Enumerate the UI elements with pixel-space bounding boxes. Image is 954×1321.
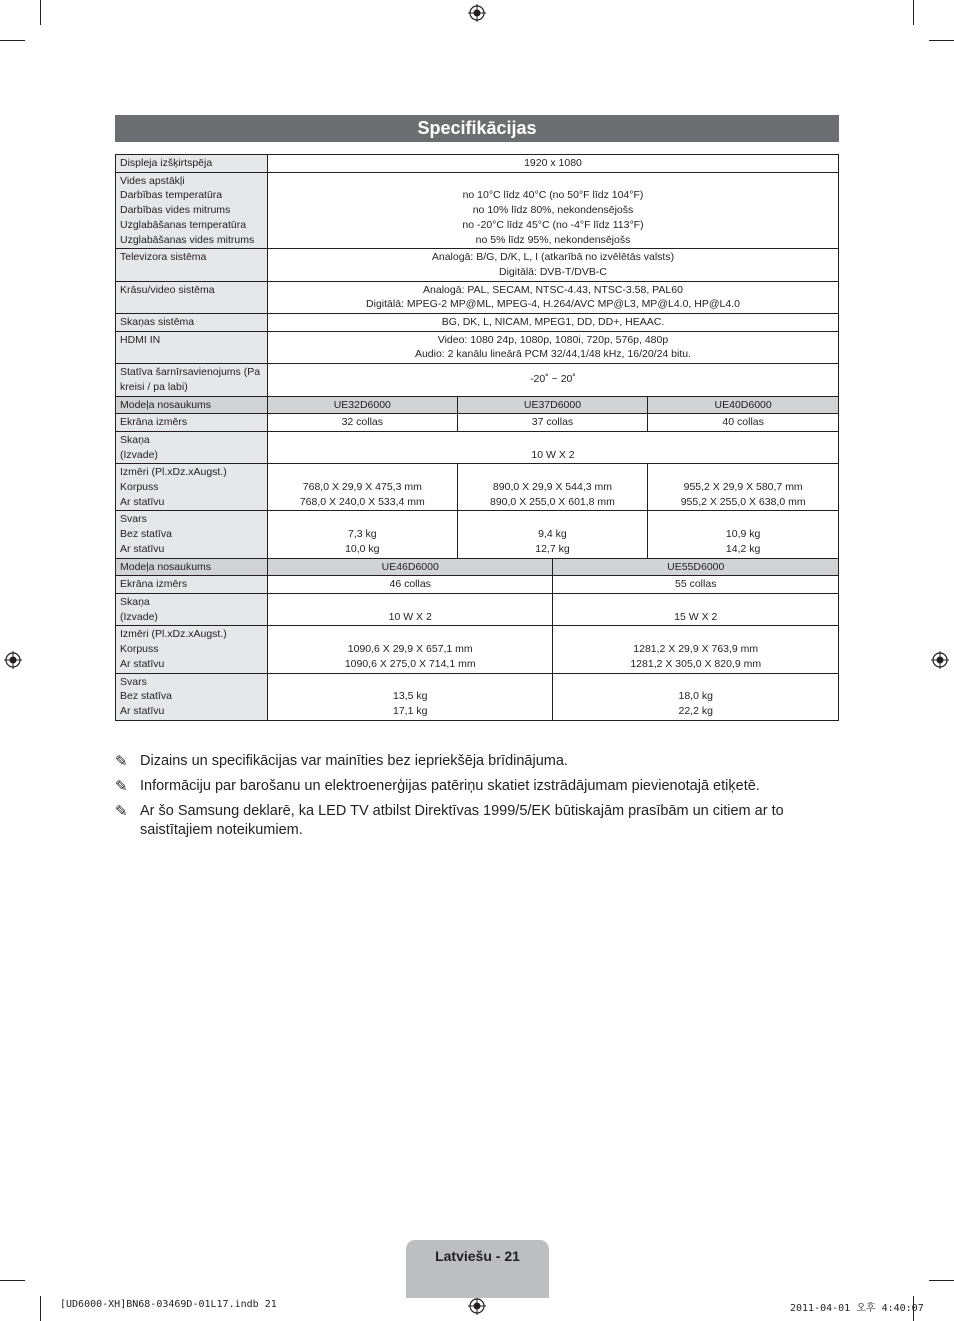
row-label-screen bbox=[116, 576, 268, 594]
row-value-hdmi bbox=[267, 331, 838, 363]
row-label-audio bbox=[116, 593, 268, 625]
note-text: Dizains un specifikācijas var mainīties bez iepriekšēja brīdinājuma. bbox=[140, 753, 568, 769]
row-value-text: Analogā: PAL, SECAM, NTSC-4.43, NTSC-3.58, PAL60 bbox=[423, 283, 683, 296]
row-label-text: (Izvade) bbox=[120, 448, 158, 461]
row-label-display bbox=[116, 155, 268, 173]
row-value-text: 890,0 X 255,0 X 601,8 mm bbox=[490, 495, 615, 508]
row-label-text: Izmēri (Pl.xDz.xAugst.) bbox=[120, 466, 227, 479]
row-value-text: 55 collas bbox=[675, 578, 717, 591]
page-number-tab: Latviešu - 21 bbox=[406, 1240, 549, 1298]
row-label-text: Modeļa nosaukums bbox=[120, 560, 212, 573]
row-value-text: 10 W X 2 bbox=[388, 610, 432, 623]
row-label-text: Korpuss bbox=[120, 481, 159, 494]
row-label-text: Bez statīva bbox=[120, 528, 172, 541]
screen-cell bbox=[553, 576, 839, 594]
row-label-color-system bbox=[116, 281, 268, 313]
screen-cell bbox=[267, 414, 457, 432]
table-row bbox=[116, 281, 839, 313]
row-value-text: 14,2 kg bbox=[725, 542, 761, 555]
table-row bbox=[116, 331, 839, 363]
row-value-text: 1090,6 X 275,0 X 714,1 mm bbox=[344, 657, 476, 670]
row-value-text: 10 W X 2 bbox=[531, 448, 575, 461]
row-label-text: Skaņas sistēma bbox=[120, 316, 195, 329]
table-row-model bbox=[116, 558, 839, 576]
row-value-environment bbox=[267, 172, 838, 249]
model-name: UE32D6000 bbox=[333, 398, 391, 411]
row-value-tv-system bbox=[267, 249, 838, 281]
registration-mark-icon bbox=[931, 651, 949, 669]
row-label-text: Televizora sistēma bbox=[120, 251, 207, 264]
row-value-text: 22,2 kg bbox=[678, 704, 713, 717]
crop-mark bbox=[913, 0, 914, 25]
row-value-text: 18,0 kg bbox=[678, 690, 713, 703]
row-label-text: Izmēri (Pl.xDz.xAugst.) bbox=[120, 628, 227, 641]
row-label-screen bbox=[116, 414, 268, 432]
row-value-text: no -20°C līdz 45°C (no -4°F līdz 113°F) bbox=[462, 218, 644, 231]
note-item bbox=[115, 777, 839, 796]
row-label-audio bbox=[116, 431, 268, 463]
row-value-text: -20˚ ~ 20˚ bbox=[530, 373, 576, 386]
table-row bbox=[116, 155, 839, 173]
row-label-text: Ar statīvu bbox=[120, 495, 165, 508]
table-row bbox=[116, 314, 839, 332]
table-row bbox=[116, 673, 839, 720]
row-label-sound-system bbox=[116, 314, 268, 332]
weight-cell bbox=[553, 673, 839, 720]
pencil-icon: ✎ bbox=[115, 753, 128, 770]
row-value-color-system bbox=[267, 281, 838, 313]
row-label-text: Ar statīvu bbox=[120, 704, 165, 717]
crop-mark bbox=[929, 40, 954, 41]
spec-table bbox=[115, 154, 839, 721]
row-value-text: no 10°C līdz 40°C (no 50°F līdz 104°F) bbox=[462, 189, 644, 202]
screen-cell bbox=[267, 576, 553, 594]
audio-cell bbox=[553, 593, 839, 625]
row-label-weight bbox=[116, 673, 268, 720]
row-value-text: 768,0 X 29,9 X 475,3 mm bbox=[302, 481, 422, 494]
row-label-text: Uzglabāšanas vides mitrums bbox=[120, 233, 255, 246]
dimensions-cell bbox=[648, 464, 839, 511]
table-row bbox=[116, 511, 839, 558]
crop-mark bbox=[0, 1280, 25, 1281]
row-label-text: kreisi / pa labi) bbox=[120, 380, 188, 393]
table-row bbox=[116, 593, 839, 625]
row-label-model bbox=[116, 558, 268, 576]
row-label-text: Displeja izšķirtspēja bbox=[120, 157, 213, 169]
row-value-swivel bbox=[267, 364, 838, 396]
row-label-text: Darbības temperatūra bbox=[120, 189, 223, 202]
crop-mark bbox=[0, 40, 25, 41]
row-label-text: (Izvade) bbox=[120, 610, 158, 623]
row-value-text: 10,0 kg bbox=[345, 542, 380, 555]
row-label-text: Skaņa bbox=[120, 433, 150, 446]
table-row-model bbox=[116, 396, 839, 414]
row-label-weight bbox=[116, 511, 268, 558]
row-label-environment bbox=[116, 172, 268, 249]
row-value-text: 13,5 kg bbox=[392, 690, 428, 703]
weight-cell bbox=[648, 511, 839, 558]
row-label-text: Bez statīva bbox=[120, 690, 172, 703]
row-label-text: Ekrāna izmērs bbox=[120, 578, 188, 591]
row-value-text: BG, DK, L, NICAM, MPEG1, DD, DD+, HEAAC. bbox=[441, 316, 665, 329]
model-cell bbox=[267, 558, 553, 576]
crop-mark bbox=[40, 0, 41, 25]
table-row bbox=[116, 364, 839, 396]
row-value-text: 40 collas bbox=[722, 416, 764, 429]
row-label-text: HDMI IN bbox=[120, 333, 161, 346]
registration-mark-icon bbox=[4, 651, 22, 669]
row-label-text: Statīva šarnīrsavienojums (Pa bbox=[120, 366, 261, 379]
row-value-text: 17,1 kg bbox=[392, 704, 428, 717]
row-label-text: Vides apstākļi bbox=[120, 174, 185, 187]
row-value-text: 12,7 kg bbox=[535, 542, 570, 555]
weight-cell bbox=[457, 511, 648, 558]
row-label-text: Krāsu/video sistēma bbox=[120, 283, 215, 296]
model-cell bbox=[267, 396, 457, 414]
model-name: UE40D6000 bbox=[714, 398, 772, 411]
model-cell bbox=[457, 396, 648, 414]
row-label-text: Darbības vides mitrums bbox=[120, 204, 231, 217]
audio-cell bbox=[267, 431, 838, 463]
row-label-text: Ar statīvu bbox=[120, 542, 165, 555]
row-label-swivel bbox=[116, 364, 268, 396]
table-row bbox=[116, 464, 839, 511]
row-value-text: Analogā: B/G, D/K, L, I (atkarībā no izvēlētās valsts) bbox=[431, 251, 675, 264]
model-cell bbox=[553, 558, 839, 576]
dimensions-cell bbox=[267, 626, 553, 673]
row-label-text: Ar statīvu bbox=[120, 657, 165, 670]
table-row bbox=[116, 249, 839, 281]
table-row bbox=[116, 414, 839, 432]
row-label-text: Modeļa nosaukums bbox=[120, 398, 212, 411]
note-text: Informāciju par barošanu un elektroenerģijas patēriņu skatiet izstrādājumam pievienotajā etiķetē. bbox=[140, 778, 760, 794]
row-label-dimensions bbox=[116, 626, 268, 673]
row-value-text: Digitālā: DVB-T/DVB-C bbox=[499, 265, 607, 278]
row-value-text: no 10% līdz 80%, nekondensējošs bbox=[472, 204, 634, 217]
dimensions-cell bbox=[457, 464, 648, 511]
dimensions-cell bbox=[553, 626, 839, 673]
weight-cell bbox=[267, 511, 457, 558]
row-label-hdmi bbox=[116, 331, 268, 363]
row-label-dimensions bbox=[116, 464, 268, 511]
note-text: Ar šo Samsung deklarē, ka LED TV atbilst Direktīvas 1999/5/EK būtiskajām prasībām un citiem ar to saistītajiem noteikumiem. bbox=[140, 803, 784, 838]
row-value-text: 955,2 X 29,9 X 580,7 mm bbox=[683, 481, 803, 494]
weight-cell bbox=[267, 673, 553, 720]
model-name: UE37D6000 bbox=[523, 398, 582, 411]
page-title: Specifikācijas bbox=[115, 115, 839, 142]
model-name: UE46D6000 bbox=[381, 560, 439, 573]
crop-mark bbox=[929, 1280, 954, 1281]
notes-list bbox=[115, 752, 839, 846]
pencil-icon: ✎ bbox=[115, 803, 128, 820]
audio-cell bbox=[267, 593, 553, 625]
registration-mark-icon bbox=[468, 1297, 486, 1315]
table-row bbox=[116, 576, 839, 594]
row-value-text: 7,3 kg bbox=[348, 528, 377, 541]
row-value-text: 9,4 kg bbox=[538, 528, 567, 541]
row-value-text: 37 collas bbox=[531, 416, 574, 429]
row-label-text: Uzglabāšanas temperatūra bbox=[120, 218, 247, 231]
row-value-text: Video: 1080 24p, 1080p, 1080i, 720p, 576p, 480p bbox=[437, 333, 669, 346]
row-value-text: 1920 x 1080 bbox=[524, 157, 582, 169]
model-cell bbox=[648, 396, 839, 414]
registration-mark-icon bbox=[468, 4, 486, 22]
model-name: UE55D6000 bbox=[667, 560, 725, 573]
row-value-text: 768,0 X 240,0 X 533,4 mm bbox=[299, 495, 425, 508]
table-row bbox=[116, 172, 839, 249]
row-value-sound-system bbox=[267, 314, 838, 332]
row-label-text: Svars bbox=[120, 513, 147, 526]
pencil-icon: ✎ bbox=[115, 778, 128, 795]
row-value-text: 1090,6 X 29,9 X 657,1 mm bbox=[347, 643, 473, 656]
row-value-text: 890,0 X 29,9 X 544,3 mm bbox=[492, 481, 612, 494]
note-item bbox=[115, 752, 839, 771]
row-label-text: Skaņa bbox=[120, 595, 150, 608]
row-value-text: 46 collas bbox=[389, 578, 431, 591]
note-item bbox=[115, 802, 839, 840]
row-value-text: 1281,2 X 29,9 X 763,9 mm bbox=[633, 643, 759, 656]
table-row bbox=[116, 626, 839, 673]
print-info-left: [UD6000-XH]BN68-03469D-01L17.indb 21 bbox=[60, 1299, 277, 1310]
print-info-right: 2011-04-01 오후 4:40:07 bbox=[790, 1303, 924, 1314]
row-value-text: no 5% līdz 95%, nekondensējošs bbox=[475, 233, 631, 246]
row-value-text: 10,9 kg bbox=[725, 528, 761, 541]
screen-cell bbox=[457, 414, 648, 432]
row-label-text: Korpuss bbox=[120, 643, 159, 656]
row-label-text: Svars bbox=[120, 675, 147, 688]
row-value-text: 1281,2 X 305,0 X 820,9 mm bbox=[630, 657, 762, 670]
row-value-text: 955,2 X 255,0 X 638,0 mm bbox=[680, 495, 806, 508]
crop-mark bbox=[40, 1296, 41, 1321]
row-label-model bbox=[116, 396, 268, 414]
screen-cell bbox=[648, 414, 839, 432]
row-label-tv-system bbox=[116, 249, 268, 281]
row-value-display bbox=[267, 155, 838, 173]
row-value-text: 15 W X 2 bbox=[674, 610, 718, 623]
table-row bbox=[116, 431, 839, 463]
row-value-text: 32 collas bbox=[341, 416, 384, 429]
row-label-text: Ekrāna izmērs bbox=[120, 416, 188, 429]
row-value-text: Audio: 2 kanālu lineārā PCM 32/44,1/48 kHz, 16/20/24 bitu. bbox=[414, 348, 692, 361]
dimensions-cell bbox=[267, 464, 457, 511]
row-value-text: Digitālā: MPEG-2 MP@ML, MPEG-4, H.264/AVC MP@L3, MP@L4.0, HP@L4.0 bbox=[366, 298, 740, 311]
